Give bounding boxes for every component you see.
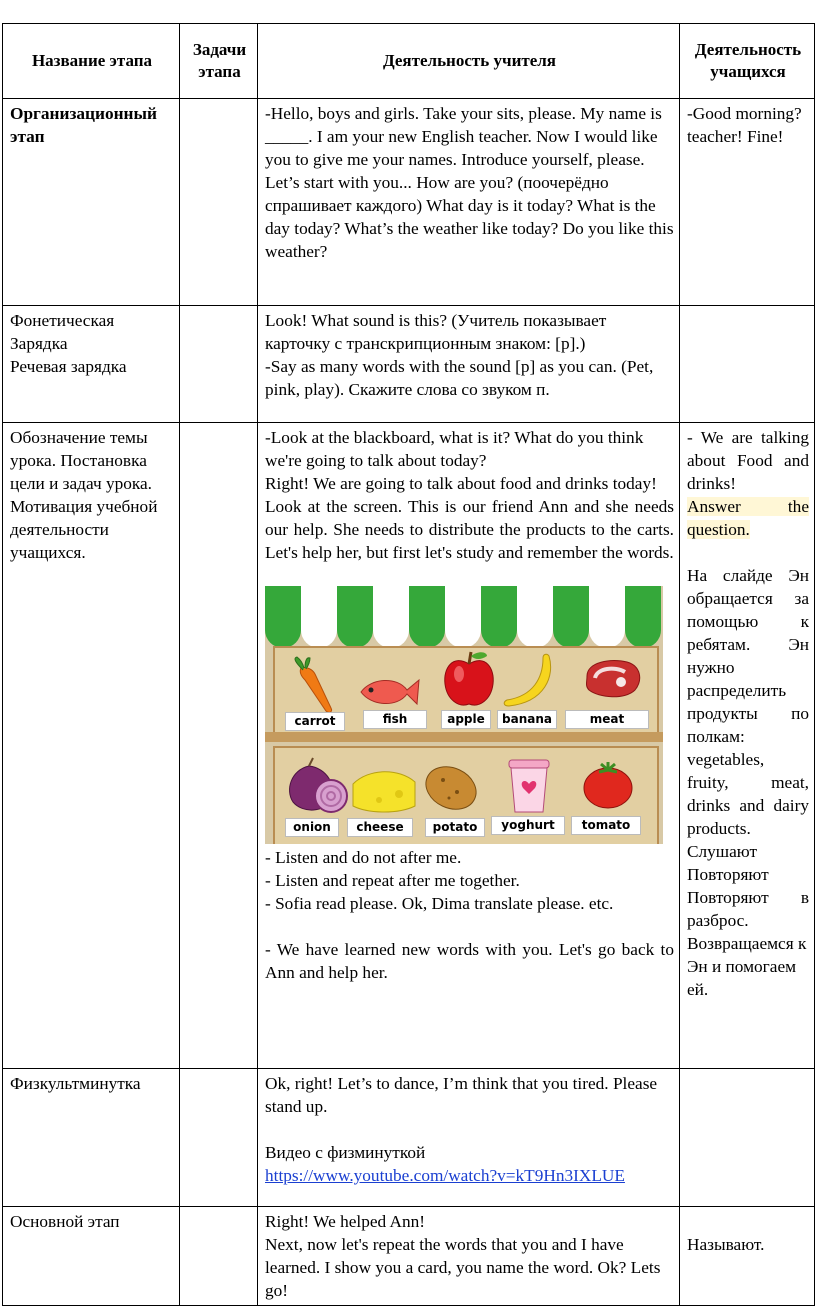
- teacher-text-2: Next, now let's repeat the words that you and I have learned. I show you a card, you name the word. Ok? Lets go!: [265, 1235, 661, 1300]
- label-yoghurt: yoghurt: [491, 816, 565, 835]
- students-text: - We are talking about Food and drinks!: [687, 428, 809, 493]
- teacher-cell: [258, 99, 680, 306]
- students-text-4: Слушают: [687, 842, 758, 861]
- students-text-5: Повторяют: [687, 865, 769, 884]
- students-text-2: Answer the question.: [687, 497, 809, 539]
- teacher-cell: [258, 1207, 680, 1306]
- potato-icon: [421, 762, 481, 814]
- teacher-text-4: - Listen and do not after me.: [265, 848, 462, 867]
- lesson-plan-table: [2, 23, 815, 1306]
- header-row: [3, 24, 815, 99]
- teacher-text-2: Right! We are going to talk about food and drinks today!: [265, 474, 657, 493]
- stage-cell: [3, 423, 180, 1069]
- tasks-cell: [180, 1069, 258, 1207]
- table-row: [3, 423, 815, 1069]
- label-potato: potato: [425, 818, 485, 837]
- stage-name: Основной этап: [10, 1212, 120, 1231]
- label-fish: fish: [363, 710, 427, 729]
- stage-cell: [3, 1207, 180, 1306]
- teacher-text: -Look at the blackboard, what is it? What do you think we're going to talk about today?: [265, 428, 644, 470]
- stage-name: Физкультминутка: [10, 1074, 141, 1093]
- teacher-cell: [258, 306, 680, 423]
- table-row: [3, 1207, 815, 1306]
- teacher-cell: [258, 423, 680, 1069]
- header-stage: Название этапа: [3, 24, 180, 99]
- students-cell: [680, 99, 815, 306]
- stage-cell: [3, 306, 180, 423]
- video-link[interactable]: https://www.youtube.com/watch?v=kT9Hn3IXLUE: [265, 1166, 625, 1185]
- teacher-text-3: Look at the screen. This is our friend Ann and she needs our help. She needs to distribute the products to the carts. Let's help her, but first let's study and remember the words.: [265, 497, 674, 562]
- stage-cell: [3, 99, 180, 306]
- tomato-icon: [581, 758, 635, 810]
- teacher-text-6: - Sofia read please. Ok, Dima translate please. etc.: [265, 894, 614, 913]
- teacher-text: -Hello, boys and girls. Take your sits, please. My name is _____. I am your new English teacher. Now I would like you to give me your names. Introduce yourself, please. Let’s start with you... How are you? (поочерёдно спрашивает каждого) What day is it today? What is the day today? What’s the weather like today? Do you like this weather?: [265, 104, 674, 261]
- header-tasks: Задачи этапа: [180, 24, 258, 99]
- label-onion: onion: [285, 818, 339, 837]
- stage-name-2: Речевая зарядка: [10, 357, 127, 376]
- students-text-6: Повторяют в разброс.: [687, 888, 809, 930]
- students-cell: [680, 306, 815, 423]
- students-cell: [680, 423, 815, 1069]
- table-row: [3, 1069, 815, 1207]
- fish-icon: [357, 672, 421, 712]
- apple-icon: [441, 648, 497, 710]
- banana-icon: [499, 652, 559, 712]
- students-cell: [680, 1207, 815, 1306]
- stage-name: Обозначение темы урока. Постановка цели и задач урока.: [10, 428, 153, 493]
- table-row: [3, 306, 815, 423]
- teacher-text: Ok, right! Let’s to dance, I’m think that you tired. Please stand up.: [265, 1074, 658, 1116]
- label-apple: apple: [441, 710, 491, 729]
- stage-name: Организационный этап: [10, 104, 157, 146]
- tasks-cell: [180, 423, 258, 1069]
- table-row: [3, 99, 815, 306]
- tasks-cell: [180, 306, 258, 423]
- label-cheese: cheese: [347, 818, 413, 837]
- header-students: Деятельность учащихся: [680, 24, 815, 99]
- students-text: Называют.: [687, 1235, 765, 1254]
- stage-name-2: Мотивация учебной деятельности учащихся.: [10, 497, 158, 562]
- label-banana: banana: [497, 710, 557, 729]
- label-carrot: carrot: [285, 712, 345, 731]
- tasks-cell: [180, 1207, 258, 1306]
- teacher-text-7: - We have learned new words with you. Let's go back to Ann and help her.: [265, 940, 674, 982]
- stage-name: Фонетическая Зарядка: [10, 311, 115, 353]
- meat-icon: [581, 656, 645, 700]
- teacher-text: Look! What sound is this? (Учитель показывает карточку с транскрипционным знаком: [p].): [265, 311, 607, 353]
- label-meat: meat: [565, 710, 649, 729]
- teacher-text-5: - Listen and repeat after me together.: [265, 871, 520, 890]
- teacher-text: Right! We helped Ann!: [265, 1212, 426, 1231]
- cheese-icon: [349, 764, 419, 816]
- awning-stripes: [265, 586, 663, 648]
- label-tomato: tomato: [571, 816, 641, 835]
- yoghurt-icon: [505, 758, 553, 816]
- students-text-7: Возвращаемся к Эн и помогаем ей.: [687, 934, 807, 999]
- onion-icon: [283, 756, 351, 814]
- food-shelf-illustration: [265, 586, 663, 844]
- teacher-cell: [258, 1069, 680, 1207]
- students-cell: [680, 1069, 815, 1207]
- teacher-text-2: -Say as many words with the sound [p] as you can. (Pet, pink, play). Скажите слова со звуком п.: [265, 357, 654, 399]
- stage-cell: [3, 1069, 180, 1207]
- header-teacher: Деятельность учителя: [258, 24, 680, 99]
- tasks-cell: [180, 99, 258, 306]
- students-text-3: На слайде Эн обращается за помощью к ребятам. Эн нужно распределить продукты по полкам: vegetables, fruity, meat, drinks and dairy products.: [687, 566, 809, 838]
- carrot-icon: [291, 656, 341, 716]
- teacher-text-2: Видео с физминуткой: [265, 1143, 426, 1162]
- students-text: -Good morning? teacher! Fine!: [687, 104, 802, 146]
